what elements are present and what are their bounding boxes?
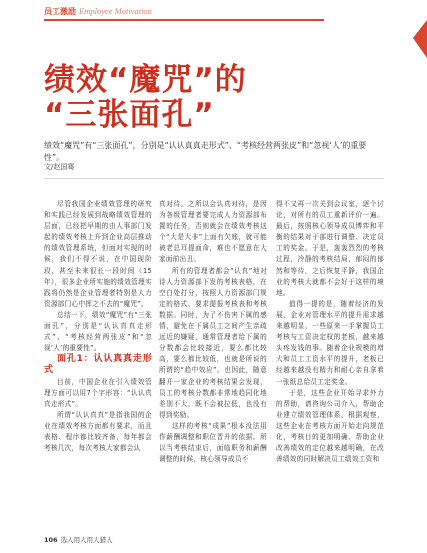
page-number: 106 <box>44 536 58 544</box>
publication-name: 选人用人用人猎人 <box>60 536 113 544</box>
article-title-line2: “三张面孔” <box>44 97 215 133</box>
body-column-2 <box>159 199 267 465</box>
paragraph: 尽管我国企业绩效管理的研究和实践已经发展到战略绩效管理的层面，已经把早期的由人事部门发起的绩效考核上升到企业高层推动的绩效管理系统，但面对实现的时候，我们不得不说，在中国现阶段，甚至未来很长一段时间（15年），很多企业所实施的绩效管理实践将仍然是企业管理者特别是人力资源部门心中挥之不去的“魔咒”。 <box>44 200 152 308</box>
section-label: 员工激励 <box>44 7 76 16</box>
paragraph: 真对待。之所以会认真对待，是因为各级管理者要完成人力资源部布置的任务，否则就会在绩效考核这个“大是大非”上面有欠账，就可能被老总耳提面命，难也不愿意在大家面前出丑。 <box>159 200 267 264</box>
paragraph: 得不又再一次关到会议室，逐个讨论，对所有的员工重新评价一遍。最后，按照核心领导成员博弈和平衡的结果对于部进行调整、决定员工的奖金。于是，轰轰烈烈的考核过程，冷静的考核结局，郁闷的郁然和等待，之后恢复平静，我国企业的考核大就都不会好于这样的境地。 <box>276 200 384 297</box>
subhead: 面孔1：认认真真走形式 <box>44 354 152 376</box>
paragraph: 这样的考核“成果”根本没法用作薪酬调整和职位晋升的依据。所以当考核结束后，面临职务和薪酬调整的时候，核心领导成员不 <box>159 421 267 464</box>
article-title-line1: 绩效“魔咒”的 <box>44 62 247 98</box>
paragraph: 目前，中国企业在引入绩效管理方面可以用7个字形容：“认认真真走形式”。 <box>44 377 152 408</box>
body-column-1 <box>44 199 152 454</box>
paragraph: 于是，这些企业开始寻求外力的帮助，请咨询公司介入，帮助企业建立绩效管理体系。根据观察，这些企业在考核方面开始走向规范化，考核目的更加明确、帮助企业改善绩效的定位越来越明确，在改善绩效的同时解决员工绩效工资和 <box>276 388 384 464</box>
corner-decoration <box>407 20 427 58</box>
section-rule <box>44 19 324 21</box>
paragraph: 总结一下，绩效“魔咒”有“三张面孔”，分别是“认认真真走形式”、“考核经营两张皮”和“忽视‘人’的重要性”。 <box>44 310 152 353</box>
byline: 文/赵国骞 <box>44 163 75 171</box>
paragraph: 所有的管理者都会“认真”地对待人力资源部下发的考核表格，在空白处打分，按照人力资源部门规定的格式、要求提报考核表和考核数据。同时，为了不伤害下属的感情，避免在下属员工之间产生亲疏远近的嫌疑，通常管理者给下属的分数都会比较接近，要么都比较高，要么都比较低，也就是所说的所谓的“趋中效应”。也因此，随意翻开一家企业的考核结果会发现，员工的考核分数都非常地趋同化地差别不大，既不会被拉低，也没有得到奖励。 <box>159 266 267 419</box>
paragraph: 值得一提的是，随着经济的发展，企业对管理水平的提升需求越来越明显，一些原来一手掌握员工考核与工资决定权的老板，越来越头疼发钱的事。随着企业规模的增大和员工工资水平的提升，老板已经越来越没有精力和耐心亲自拿着一张纸总给员工定奖金。 <box>276 299 384 386</box>
byline-rule <box>44 178 384 179</box>
article-deck: 绩效“魔咒”有“三张面孔”，分别是“认认真真走形式”、“考核经营两张皮”和“忽视‘人’的重要性”。 <box>44 141 367 162</box>
page-footer <box>44 535 113 544</box>
body-column-3 <box>276 199 384 465</box>
section-tag <box>44 6 152 17</box>
section-label-en: Employee Motivation <box>79 6 152 16</box>
paragraph: 所谓“认认真真”是指我国的企业在绩效考核方面都有要求，而且表格、程序都比较齐备，每年都会考核几次，每次考核大家都会认 <box>44 410 152 453</box>
